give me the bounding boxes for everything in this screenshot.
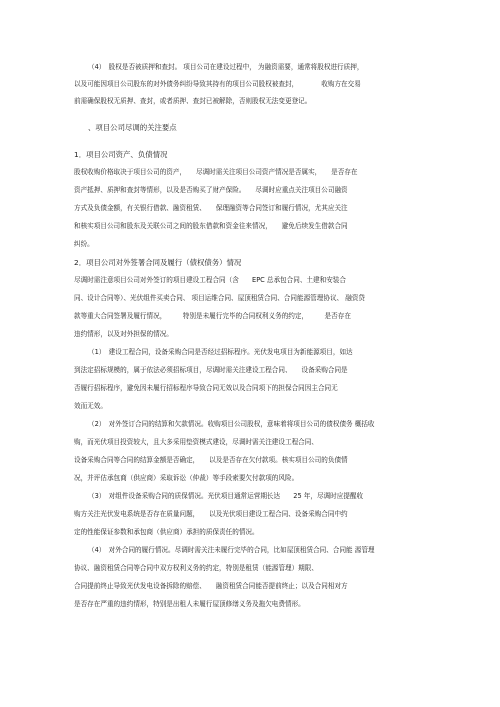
paragraph-line: 和核实项目公司和股东及关联公司之间的股东借款和资金往来情况， 避免后续发生借款合同	[74, 222, 348, 230]
paragraph-line: 纠纷。	[74, 240, 94, 248]
paragraph-line: 到法定招标规模的，属于依法必须招标项目，尽调时需关注建设工程合同、 设备采购合同是	[74, 366, 348, 374]
paragraph-line: 是否存在严重的违约情形，特别是出租人未履行屋顶修缮义务及拖欠电费情形。	[74, 600, 305, 608]
subsection-heading: 1．项目公司资产、负债情况	[74, 150, 168, 159]
paragraph-line: 设备采购合同等合同的结算金额是否确定， 以及是否存在欠付款项。核实项目公司的负债情	[74, 456, 348, 464]
paragraph-line: 违约情形，以及对外担保的情况。	[74, 330, 173, 338]
paragraph-line: 款等重大合同签署及履行情况， 特别是未履行完毕的合同权利义务的约定， 是否存在	[74, 312, 351, 320]
paragraph-line: 况，并评估承包商（供应商）采取诉讼（仲裁）等手段索要欠付款项的风险。	[74, 474, 299, 482]
paragraph-line: 以及可能因项目公司股东的对外债务纠纷导致其持有的项目公司股权被查封， 收购方在交易	[74, 80, 361, 88]
subsection-heading: 2．项目公司对外签署合同及履行（债权债务）情况	[74, 258, 242, 267]
paragraph-line: 购，而光伏项目投资较大，且大多采用垫资模式建设，尽调时需关注建设工程合同、	[74, 438, 318, 446]
paragraph-line: （1） 建设工程合同，设备采购合同是否经过招标程序。光伏发电项目为新能源项目，如达	[88, 348, 353, 356]
paragraph-line: （2） 对外签订合同的结算和欠款情况。收购项目公司股权，意味着将项目公司的债权债务 概括收	[88, 420, 375, 428]
paragraph-line: 协议、融资租赁合同等合同中双方权利义务的约定，特别是租赁（能源管理）期限、	[74, 564, 318, 572]
paragraph-line: 合同提前终止导致光伏发电设备拆除的赔偿、 融资租赁合同能否提前终止；以及合同相对方	[74, 582, 348, 590]
paragraph-line: 尽调时需注意项目公司对外签订的项目建设工程合同（含 EPC 总承包合同、土建和安装合	[74, 276, 346, 284]
paragraph-line: 股权收购价格取决于项目公司的资产， 尽调时需关注项目公司资产情况是否属实， 是否存在	[74, 168, 358, 176]
paragraph-line: 资产抵押、质押和查封等情形，以及是否购买了财产保险。 尽调时应重点关注项目公司融资	[74, 186, 348, 194]
paragraph-line: （3） 对组件设备采购合同的质保情况。光伏项目通常运营期长达 25 年，尽调时应提醒收	[88, 492, 364, 500]
paragraph-line: 购方关注光伏发电系统是否存在质量问题， 以及光伏项目建设工程合同、设备采购合同中约	[74, 510, 348, 518]
paragraph-line: 定的性能保证参数和承包商（供应商）承担的质保责任的情况。	[74, 528, 259, 536]
section-heading: 、项目公司尽调的关注要点	[88, 123, 177, 132]
paragraph-line: 同、设计合同等）、光伏组件买卖合同、 项目运维合同、屋顶租赁合同、合同能源管理协议、 融资贷	[74, 294, 366, 302]
paragraph-line: 效而无效。	[74, 402, 107, 410]
paragraph-line: 方式及负债金额，有关银行借款、融资租赁、 保理融资等合同签订和履行情况，尤其应关注	[74, 204, 348, 212]
paragraph-line: 前需确保股权无质押、查封，或者质押、查封已被解除，否则股权无法变更登记。	[74, 97, 312, 105]
paragraph-line: （4） 对外合同的履行情况。尽调时需关注未履行完毕的合同，比如屋顶租赁合同、合同能 源管理	[88, 546, 375, 554]
paragraph-line: 否履行招标程序，避免因未履行招标程序导致合同无效以及合同项下的担保合同因主合同无	[74, 384, 338, 392]
paragraph-line: （4） 股权是否被质押和查封。 项目公司在建设过程中， 为融资需要，通常将股权进行质押，	[88, 63, 364, 71]
